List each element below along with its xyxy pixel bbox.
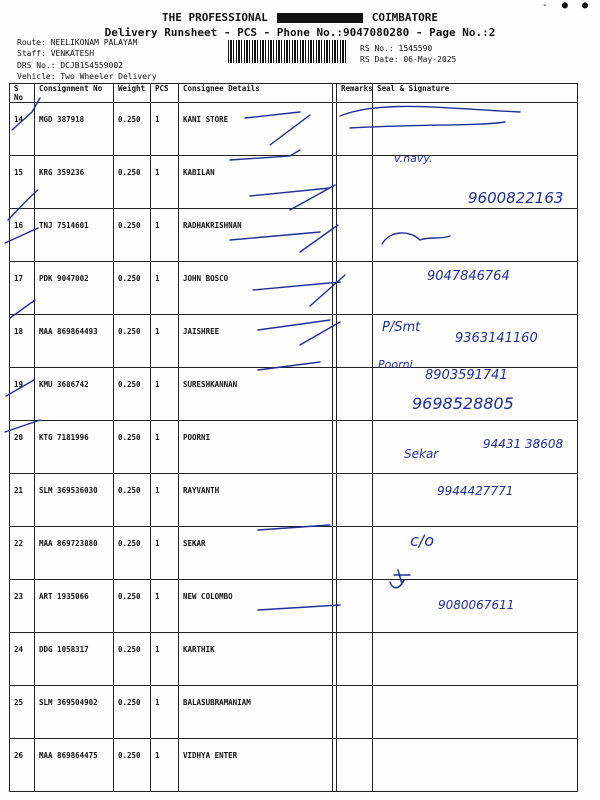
cell-consignment-no: DDG 1058317: [35, 633, 114, 686]
cell-pcs: 1: [151, 209, 179, 262]
cell-pcs: 1: [151, 262, 179, 315]
drs-number: DRS No.: DCJB1S4559002: [17, 61, 123, 70]
redaction-bar: [277, 13, 363, 23]
cell-pcs: 1: [151, 686, 179, 739]
staff-label: Staff: VENKATESH: [17, 49, 95, 58]
table-row: [10, 739, 578, 792]
cell-consignment-no: PDK 9047002: [35, 262, 114, 315]
table-row: [10, 474, 578, 527]
cell-weight: 0.250: [114, 262, 151, 315]
cell-consignee: SEKAR: [179, 527, 333, 580]
cell-weight: 0.250: [114, 739, 151, 792]
cell-signature: [373, 633, 578, 686]
cell-consignment-no: MAA 869723880: [35, 527, 114, 580]
cell-pcs: 1: [151, 474, 179, 527]
cell-remarks: [337, 209, 373, 262]
cell-consignee: JAISHREE: [179, 315, 333, 368]
col-weight: Weight: [114, 84, 151, 103]
cell-weight: 0.250: [114, 209, 151, 262]
cell-signature: [373, 103, 578, 156]
corner-marks: - ● ●: [541, 0, 592, 11]
cell-weight: 0.250: [114, 368, 151, 421]
cell-signature: [373, 474, 578, 527]
cell-consignee: KANI STORE: [179, 103, 333, 156]
handwritten-phone-21: 9698528805: [412, 394, 514, 413]
cell-remarks: [337, 315, 373, 368]
route-label: Route: NEELIKONAM PALAYAM: [17, 38, 138, 47]
cell-pcs: 1: [151, 527, 179, 580]
cell-sno: 15: [10, 156, 35, 209]
runsheet-subtitle: Delivery Runsheet - PCS - Phone No.:9047080280 - Page No.:2: [104, 26, 496, 39]
col-pcs: PCS: [151, 84, 179, 103]
title-right: COIMBATORE: [371, 11, 439, 24]
cell-weight: 0.250: [114, 474, 151, 527]
cell-remarks: [337, 421, 373, 474]
cell-signature: [373, 686, 578, 739]
handwritten-sign-19: P/Smt: [382, 320, 421, 335]
cell-consignment-no: TNJ 7514601: [35, 209, 114, 262]
cell-consignee: BALASUBRAMANIAM: [179, 686, 333, 739]
cell-consignment-no: KTG 7181996: [35, 421, 114, 474]
cell-pcs: 1: [151, 103, 179, 156]
cell-consignee: POORNI: [179, 421, 333, 474]
handwritten-phone-20: 8903591741: [425, 368, 508, 383]
cell-consignee: KABILAN: [179, 156, 333, 209]
cell-sno: 26: [10, 739, 35, 792]
handwritten-phone-26: 9080067611: [438, 598, 515, 612]
cell-weight: 0.250: [114, 580, 151, 633]
table-header-row: [10, 84, 578, 103]
cell-pcs: 1: [151, 580, 179, 633]
cell-consignment-no: ART 1935066: [35, 580, 114, 633]
col-consignee: Consignee Details: [179, 84, 333, 103]
vehicle-label: Vehicle: Two Wheeler Delivery: [17, 72, 157, 81]
col-remarks: Remarks: [337, 84, 373, 103]
cell-pcs: 1: [151, 368, 179, 421]
cell-sno: 23: [10, 580, 35, 633]
col-consignment: Consignment No: [35, 84, 114, 103]
cell-remarks: [337, 103, 373, 156]
table-row: [10, 103, 578, 156]
cell-consignee: SURESHKANNAN: [179, 368, 333, 421]
cell-sno: 20: [10, 421, 35, 474]
cell-sno: 24: [10, 633, 35, 686]
handwritten-note-15: v.navy.: [394, 152, 433, 165]
barcode: [228, 40, 348, 63]
handwritten-sign-22: Sekar: [404, 447, 439, 461]
table-row: [10, 633, 578, 686]
cell-consignee: RAYVANTH: [179, 474, 333, 527]
handwritten-phone-22: 94431 38608: [483, 437, 564, 451]
cell-sno: 18: [10, 315, 35, 368]
cell-weight: 0.250: [114, 421, 151, 474]
rs-date: RS Date: 06-May-2025: [360, 55, 457, 64]
handwritten-note-24: c/o: [410, 531, 434, 550]
title-left: THE PROFESSIONAL: [161, 11, 268, 24]
cell-weight: 0.250: [114, 527, 151, 580]
cell-remarks: [337, 368, 373, 421]
col-signature: Seal & Signature: [373, 84, 578, 103]
cell-consignment-no: SLM 369504902: [35, 686, 114, 739]
handwritten-phone-23: 9944427771: [437, 484, 514, 498]
table-row: [10, 686, 578, 739]
cell-remarks: [337, 739, 373, 792]
cell-weight: 0.250: [114, 156, 151, 209]
cell-consignment-no: KMU 3686742: [35, 368, 114, 421]
cell-consignee: RADHAKRISHNAN: [179, 209, 333, 262]
cell-consignment-no: MAA 869864475: [35, 739, 114, 792]
handwritten-sign-20: Poorni: [378, 358, 413, 371]
cell-sno: 16: [10, 209, 35, 262]
cell-weight: 0.250: [114, 686, 151, 739]
cell-consignment-no: SLM 369536030: [35, 474, 114, 527]
cell-remarks: [337, 686, 373, 739]
cell-sno: 21: [10, 474, 35, 527]
cell-consignment-no: MGD 387918: [35, 103, 114, 156]
cell-remarks: [337, 633, 373, 686]
cell-pcs: 1: [151, 421, 179, 474]
cell-sno: 19: [10, 368, 35, 421]
cell-remarks: [337, 474, 373, 527]
cell-consignee: VIDHYA ENTER: [179, 739, 333, 792]
cell-pcs: 1: [151, 156, 179, 209]
cell-consignee: NEW COLOMBO: [179, 580, 333, 633]
cell-consignee: JOHN BOSCO: [179, 262, 333, 315]
cell-sno: 14: [10, 103, 35, 156]
cell-signature: [373, 209, 578, 262]
cell-pcs: 1: [151, 739, 179, 792]
cell-consignee: KARTHIK: [179, 633, 333, 686]
cell-weight: 0.250: [114, 633, 151, 686]
cell-sno: 22: [10, 527, 35, 580]
rs-number: RS No.: 1545590: [360, 44, 433, 53]
cell-remarks: [337, 580, 373, 633]
table-row: [10, 209, 578, 262]
cell-weight: 0.250: [114, 103, 151, 156]
handwritten-phone-19: 9363141160: [455, 331, 538, 346]
handwritten-phone-16: 9600822163: [468, 189, 564, 207]
table-row: [10, 527, 578, 580]
cell-remarks: [337, 156, 373, 209]
cell-consignment-no: MAA 869864493: [35, 315, 114, 368]
col-sno: S No: [10, 84, 35, 103]
cell-pcs: 1: [151, 315, 179, 368]
handwritten-phone-18: 9047846764: [427, 269, 510, 284]
cell-pcs: 1: [151, 633, 179, 686]
document-title: THE PROFESSIONAL , COIMBATORE: [161, 11, 439, 24]
cell-signature: [373, 739, 578, 792]
cell-consignment-no: KRG 359236: [35, 156, 114, 209]
cell-signature: [373, 527, 578, 580]
cell-weight: 0.250: [114, 315, 151, 368]
cell-remarks: [337, 527, 373, 580]
cell-remarks: [337, 262, 373, 315]
cell-sno: 17: [10, 262, 35, 315]
cell-sno: 25: [10, 686, 35, 739]
